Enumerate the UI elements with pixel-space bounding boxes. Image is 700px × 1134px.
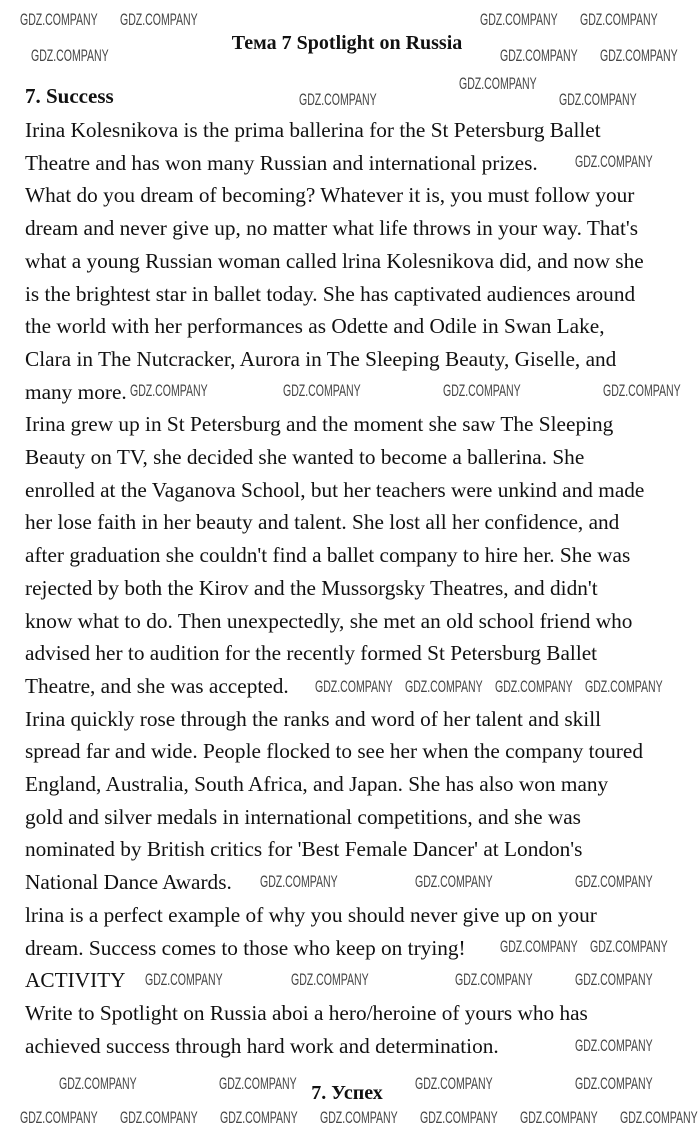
text-line: Irina Kolesnikova is the prima ballerina for the St Petersburg Ballet [25, 118, 601, 142]
text-line: What do you dream of becoming? Whatever it is, you must follow your [25, 183, 635, 208]
watermark: GDZ.COMPANY [59, 1074, 137, 1093]
watermark: GDZ.COMPANY [31, 46, 109, 65]
text-line: know what to do. Then unexpectedly, she met an old school friend who [25, 608, 633, 633]
watermark: GDZ.COMPANY [620, 1108, 698, 1127]
watermark: GDZ.COMPANY [145, 970, 223, 989]
text-line: Clara in The Nutcracker, Aurora in The Sleeping Beauty, Giselle, and [25, 346, 617, 371]
text-line: achieved success through hard work and determination. [25, 1033, 499, 1058]
watermark: GDZ.COMPANY [575, 1074, 653, 1093]
text-line: Write to Spotlight on Russia aboi a hero/heroine of yours who has [25, 1000, 588, 1025]
watermark: GDZ.COMPANY [315, 677, 393, 696]
text-line: England, Australia, South Africa, and Japan. She has also won many [25, 772, 609, 796]
watermark: GDZ.COMPANY [600, 46, 678, 65]
text-line: her lose faith in her beauty and talent. She lost all her confidence, and [25, 510, 620, 535]
text-line: the world with her performances as Odette and Odile in Swan Lake, [25, 314, 605, 339]
watermark: GDZ.COMPANY [415, 872, 493, 891]
text-line: spread far and wide. People flocked to see her when the company toured [25, 739, 643, 764]
watermark: GDZ.COMPANY [575, 152, 653, 171]
watermark: GDZ.COMPANY [443, 381, 521, 400]
watermark: GDZ.COMPANY [320, 1108, 398, 1127]
text-line: ACTIVITY [25, 968, 126, 993]
watermark: GDZ.COMPANY [590, 937, 668, 956]
watermark: GDZ.COMPANY [120, 10, 198, 29]
text-line: Irina quickly rose through the ranks and word of her talent and skill [25, 706, 602, 731]
text-line: Irina grew up in St Petersburg and the moment she saw The Sleeping [25, 412, 614, 437]
watermark: GDZ.COMPANY [283, 381, 361, 400]
watermark: GDZ.COMPANY [405, 677, 483, 696]
text-line: advised her to audition for the recently formed St Petersburg Ballet [25, 641, 598, 666]
watermark: GDZ.COMPANY [575, 970, 653, 989]
watermark: GDZ.COMPANY [495, 677, 573, 696]
watermark: GDZ.COMPANY [291, 970, 369, 989]
translation-title: 7. Успех [311, 1082, 383, 1104]
text-line: enrolled at the Vaganova School, but her teachers were unkind and made [25, 477, 645, 502]
text-line: is the brightest star in ballet today. She has captivated audiences around [25, 281, 636, 306]
watermark: GDZ.COMPANY [500, 937, 578, 956]
watermark: GDZ.COMPANY [575, 1036, 653, 1055]
watermark: GDZ.COMPANY [20, 10, 98, 29]
watermark: GDZ.COMPANY [575, 872, 653, 891]
watermark: GDZ.COMPANY [603, 381, 681, 400]
watermark: GDZ.COMPANY [120, 1108, 198, 1127]
page-title: Тема 7 Spotlight on Russia [231, 32, 463, 54]
text-line: Theatre and has won many Russian and international prizes. [25, 150, 538, 175]
text-line: what a young Russian woman called lrina Kolesnikova did, and now she [25, 248, 644, 273]
watermark: GDZ.COMPANY [219, 1074, 297, 1093]
watermark: GDZ.COMPANY [420, 1108, 498, 1127]
watermark: GDZ.COMPANY [585, 677, 663, 696]
section-heading: 7. Success [25, 84, 114, 108]
text-line: nominated by British critics for 'Best Female Dancer' at London's [25, 837, 583, 862]
text-line: Theatre, and she was accepted. [25, 673, 289, 698]
watermark: GDZ.COMPANY [500, 46, 578, 65]
text-line: dream and never give up, no matter what life throws in your way. That's [25, 216, 638, 241]
text-line: lrina is a perfect example of why you should never give up on your [25, 902, 597, 927]
watermark: GDZ.COMPANY [520, 1108, 598, 1127]
text-line: after graduation she couldn't find a ballet company to hire her. She was [25, 543, 631, 568]
watermark: GDZ.COMPANY [559, 90, 637, 109]
text-line: dream. Success comes to those who keep on trying! [25, 935, 466, 960]
watermark: GDZ.COMPANY [130, 381, 208, 400]
watermark: GDZ.COMPANY [415, 1074, 493, 1093]
text-line: many more. [25, 379, 127, 404]
watermark: GDZ.COMPANY [20, 1108, 98, 1127]
text-line: Beauty on TV, she decided she wanted to become a ballerina. She [25, 445, 585, 469]
watermark: GDZ.COMPANY [580, 10, 658, 29]
text-line: National Dance Awards. [25, 870, 232, 895]
watermark: GDZ.COMPANY [220, 1108, 298, 1127]
watermark: GDZ.COMPANY [299, 90, 377, 109]
text-line: gold and silver medals in international competitions, and she was [25, 804, 581, 829]
watermark: GDZ.COMPANY [455, 970, 533, 989]
watermark: GDZ.COMPANY [260, 872, 338, 891]
watermark: GDZ.COMPANY [480, 10, 558, 29]
text-line: rejected by both the Kirov and the Mussorgsky Theatres, and didn't [25, 575, 598, 600]
watermark: GDZ.COMPANY [459, 74, 537, 93]
